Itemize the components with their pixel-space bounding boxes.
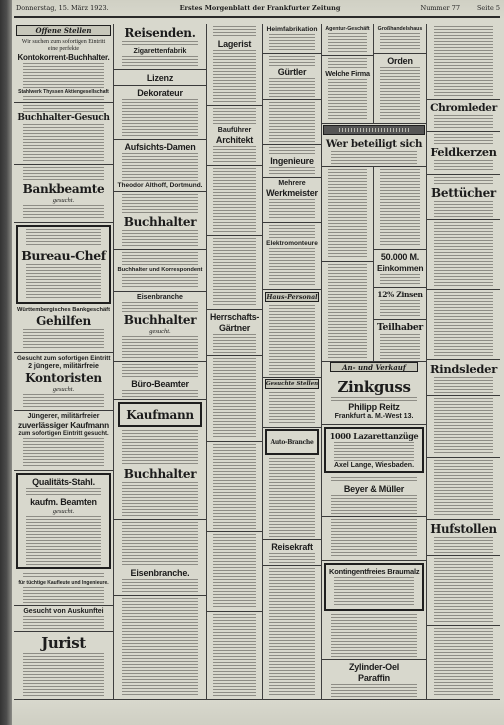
- header-rule: [14, 16, 500, 18]
- ad-headline: Architekt: [215, 135, 254, 145]
- page-number: Seite 5: [476, 4, 500, 12]
- fine-print: [380, 334, 420, 359]
- ad-gehilfen: [14, 305, 113, 353]
- ad-text: Qualitäts-Stahl.: [32, 477, 95, 487]
- ad-headline: Ingenieure: [270, 156, 314, 166]
- fine-print: [23, 653, 105, 697]
- ad-hufstollen: [427, 520, 500, 556]
- fine-print: [331, 151, 417, 164]
- fine-print: [269, 56, 315, 66]
- ad-headline: kaufm. Beamten: [30, 497, 97, 507]
- fine-print: [122, 252, 198, 266]
- ad-bureau-chef: [16, 225, 111, 304]
- ad-classified: [427, 24, 500, 100]
- fine-print: [122, 56, 198, 67]
- ad-headline: Auto-Branche: [270, 438, 314, 446]
- ad-headline: Buchhalter: [123, 313, 197, 327]
- fine-print: [380, 67, 420, 121]
- fine-print: [434, 201, 493, 217]
- fine-print: [213, 146, 256, 163]
- ad-buchhalter: [114, 192, 206, 250]
- section-haus-personal: Haus-Personal: [266, 293, 318, 301]
- ad-classified: [427, 626, 500, 700]
- fine-print: [122, 274, 198, 289]
- ad-headline: Kontingentfreies Braumalz: [329, 567, 420, 576]
- fine-print: [213, 358, 256, 439]
- ad-buchhalter-gesuch: [14, 103, 113, 165]
- ad-agentur-geschaeft: [322, 24, 373, 56]
- ad-lizenz: [114, 70, 206, 86]
- fine-print: [122, 336, 198, 359]
- ad-headline: Buchhalter-Gesuch: [17, 113, 110, 123]
- ad-classified: [207, 612, 262, 700]
- fine-print: [334, 577, 413, 607]
- fine-print: [331, 684, 417, 697]
- fine-print: [269, 225, 315, 239]
- ad-einkommen: [374, 250, 426, 288]
- ad-lazarettanzuege: [324, 427, 424, 473]
- ad-classified: [207, 236, 262, 310]
- fine-print: [26, 264, 101, 300]
- fine-print: [328, 264, 368, 359]
- ad-headline: Zylinder-Oel: [348, 662, 400, 672]
- ad-text: Gesucht zum sofortigen Eintritt: [17, 355, 111, 362]
- newspaper-title: Erstes Morgenblatt der Frankfurter Zeitung: [179, 4, 341, 12]
- fine-print: [23, 394, 105, 408]
- ad-bankbeamte: [14, 165, 113, 223]
- ad-headline: 1000 Lazarettanzüge: [329, 431, 419, 441]
- ad-dekorateur: [114, 86, 206, 140]
- ad-text: zum sofortigen Eintritt gesucht.: [18, 431, 109, 437]
- ad-headline: zuverlässiger Kaufmann: [18, 421, 109, 430]
- ad-headline: Heimfabrikation: [266, 26, 318, 33]
- ad-headline: Eisenbranche.: [130, 568, 190, 578]
- ad-headline: 12% Zinsen: [377, 290, 423, 299]
- fine-print: [23, 616, 105, 629]
- ad-grosshandelshaus: [374, 24, 426, 54]
- fine-print: [122, 99, 198, 137]
- ad-teilhaber: [374, 320, 426, 362]
- fine-print: [23, 124, 105, 162]
- fine-print: [213, 534, 256, 609]
- ad-headline: Buchhalter: [123, 215, 197, 229]
- ad-text: Mehrere: [278, 180, 306, 187]
- ad-headline: Reisekraft: [271, 542, 313, 552]
- fine-print: [331, 397, 417, 401]
- fine-print: [328, 169, 368, 259]
- ad-kaufmann: [14, 411, 113, 471]
- ad-zylinder-oel: [322, 660, 426, 700]
- fine-print: [434, 377, 493, 393]
- ad-headline: Wer beteiligt sich: [325, 138, 423, 150]
- ad-headline: Großhandelshaus: [377, 26, 423, 32]
- ad-classified: [263, 566, 321, 700]
- ad-headline: Kontokorrent-Buchhalter.: [17, 53, 110, 62]
- ad-auto-branche: [265, 429, 319, 455]
- fine-print: [122, 230, 198, 247]
- fine-print: [269, 248, 315, 287]
- fine-print: [122, 430, 198, 466]
- ad-welche-firma: [322, 56, 373, 124]
- ad-classified: [322, 612, 426, 660]
- fine-print: [331, 495, 417, 514]
- fine-print: [23, 96, 105, 100]
- ad-architekt: [207, 106, 262, 166]
- ad-orden: [374, 54, 426, 124]
- fine-print: [213, 26, 256, 38]
- fine-print: [26, 516, 101, 565]
- ad-text: Wir suchen zum sofortigen Eintritt: [21, 39, 106, 45]
- ad-headline: Beyer & Müller: [343, 484, 405, 494]
- fine-print: [269, 305, 315, 375]
- fine-print: [23, 329, 105, 350]
- ad-headline: Einkommen: [377, 263, 424, 273]
- ad-headline: Hufstollen: [430, 522, 497, 536]
- fine-print: [213, 108, 256, 126]
- fine-print: [434, 222, 493, 287]
- ad-text: eine perfekte: [47, 46, 80, 52]
- fine-print: [122, 482, 198, 518]
- ad-classified: [263, 456, 321, 540]
- ad-kontokorrent-buchhalter: [14, 37, 113, 103]
- ad-kontoristen: [14, 353, 113, 411]
- fine-print: [334, 442, 413, 461]
- ad-text: Eisenbranche: [137, 294, 183, 301]
- fine-print: [380, 274, 420, 285]
- fine-print: [434, 26, 493, 97]
- ad-headline: Werkmeister: [266, 188, 318, 198]
- fine-print: [213, 238, 256, 307]
- ad-kaufleute-ingenieure: [14, 571, 113, 606]
- ad-beyer-mueller: [322, 475, 426, 517]
- ad-buero-beamter: [114, 362, 206, 400]
- fine-print: [23, 205, 105, 220]
- ad-advertiser: Axel Lange, Wiesbaden.: [333, 462, 415, 469]
- ad-ingenieure: [263, 145, 321, 178]
- ad-classified: [207, 166, 262, 236]
- ad-feldkerzen: [427, 132, 500, 175]
- ad-headline: Zinkguss: [337, 377, 411, 396]
- fine-print: [122, 153, 198, 181]
- ad-headline: Gürtler: [277, 67, 307, 77]
- ad-headline: Elektromonteure: [266, 240, 318, 247]
- ad-headline: Teilhaber: [377, 322, 423, 333]
- fine-print: [434, 460, 493, 517]
- fine-print: [122, 364, 198, 378]
- section-an-und-verkauf: An- und Verkauf: [330, 362, 418, 372]
- fine-print: [269, 568, 315, 697]
- ad-advertiser: Philipp Reitz: [348, 401, 400, 412]
- ad-headline: Bettücher: [431, 186, 496, 200]
- fine-print: [122, 194, 198, 214]
- issue-number: Nummer 77: [420, 4, 460, 12]
- fine-print: [213, 50, 256, 103]
- ad-wer-beteiligt-sich: [322, 136, 426, 167]
- fine-print: [328, 79, 368, 121]
- ad-auskunftei: [14, 606, 113, 632]
- ad-qualitaets-stahl: [16, 473, 111, 569]
- ad-classified: [427, 220, 500, 290]
- fine-print: [328, 58, 368, 68]
- fine-print: [23, 438, 105, 468]
- fine-print: [269, 102, 315, 142]
- fine-print: [380, 169, 420, 247]
- fine-print: [269, 78, 315, 97]
- fine-print: [122, 41, 198, 47]
- ad-headline: Bankbeamte: [22, 182, 105, 196]
- fine-print: [269, 458, 315, 537]
- ad-text: gesucht.: [52, 386, 75, 393]
- ad-headline: Buchhalter und Korrespondent: [117, 267, 203, 273]
- ad-headline: Orden: [387, 56, 413, 66]
- fine-print: [269, 147, 315, 155]
- ad-advertiser: Theodor Althoff, Dortmund.: [117, 182, 203, 189]
- ad-heimfabrikation: [263, 24, 321, 54]
- ad-headline: für tüchtige Kaufleute und Ingenieure.: [18, 580, 109, 586]
- ad-headline: Dekorateur: [137, 88, 183, 98]
- fine-print: [331, 477, 417, 483]
- ad-headline: Feldkerzen: [430, 145, 497, 159]
- fine-print: [434, 558, 493, 623]
- ad-headline: Gesucht von Auskunftei: [23, 608, 104, 615]
- fine-print: [434, 115, 493, 129]
- ad-buchhalter-korrespondent: [114, 250, 206, 292]
- ad-classified: [322, 262, 373, 362]
- fine-print: [213, 444, 256, 529]
- fine-print: [328, 33, 368, 53]
- fine-print: [269, 167, 315, 175]
- fine-print: [23, 63, 105, 88]
- ad-elektromonteure: [263, 223, 321, 290]
- ad-classified: [427, 396, 500, 458]
- ad-zinkguss: [322, 373, 426, 425]
- ad-text: Jüngerer, militärfreier: [27, 413, 100, 420]
- fine-print: [434, 628, 493, 697]
- ad-text: Württembergisches Bankgeschäft: [17, 307, 110, 313]
- fine-print: [269, 553, 315, 563]
- ad-classified: [427, 458, 500, 520]
- ad-headline: Gehilfen: [36, 314, 91, 328]
- fine-print: [213, 334, 256, 353]
- ad-text: 50.000 M.: [380, 252, 420, 262]
- fine-print: [331, 614, 417, 657]
- ad-rindsleder: [427, 360, 500, 396]
- fine-print: [26, 488, 101, 496]
- fine-print: [269, 392, 315, 425]
- ad-headline: Lagerist: [217, 39, 252, 49]
- ad-reisekraft: [263, 540, 321, 566]
- ad-headline: Kaufmann: [126, 407, 194, 422]
- fine-print: [23, 573, 105, 579]
- ad-braumalz: [324, 563, 424, 611]
- ad-headline: Buchhalter: [123, 466, 197, 481]
- ad-classified: [207, 532, 262, 612]
- ad-headline: Reisenden.: [124, 26, 196, 40]
- ad-herrschafts-gaertner: [207, 310, 262, 356]
- fine-print: [213, 614, 256, 697]
- ad-text: Bauführer: [217, 127, 252, 134]
- ad-classified: [263, 390, 321, 428]
- ad-classified: [263, 303, 321, 378]
- ad-headline: Herrschafts-: [210, 312, 260, 322]
- fine-print: [122, 522, 198, 567]
- ad-headline: Paraffin: [358, 673, 390, 683]
- fine-print: [122, 390, 198, 397]
- ad-guertler: [263, 54, 321, 100]
- section-banner: [323, 125, 425, 135]
- fine-print: [380, 300, 420, 317]
- ad-headline: Lizenz: [146, 72, 174, 83]
- fine-print: [339, 128, 409, 132]
- ad-buchhalter-eisenbranche: [114, 292, 206, 362]
- ad-classified: [114, 596, 206, 700]
- fine-print: [122, 302, 198, 312]
- fine-print: [23, 587, 105, 603]
- ad-classified: [322, 517, 426, 561]
- ad-headline: Bureau-Chef: [21, 248, 106, 263]
- ad-reisenden: [114, 24, 206, 70]
- section-offene-stellen: Offene Stellen: [16, 25, 111, 36]
- ad-headline: Aufsichts-Damen: [124, 142, 196, 152]
- ad-headline: Rindsleder: [430, 362, 497, 376]
- ad-classified: [207, 442, 262, 532]
- fine-print: [122, 579, 198, 593]
- section-gesuchte-stellen: Gesuchte Stellen: [265, 381, 319, 387]
- ad-kaufmann-col2: [118, 402, 202, 427]
- ad-lagerist: [207, 24, 262, 106]
- ad-headline: Gärtner: [218, 323, 251, 333]
- ad-address: Frankfurt a. M.-West 13.: [334, 412, 414, 420]
- fine-print: [331, 519, 417, 558]
- ad-classified: [374, 167, 426, 250]
- fine-print: [380, 33, 420, 51]
- ad-buchhalter-2: [114, 428, 206, 520]
- fine-print: [434, 160, 493, 172]
- issue-date: Donnerstag, 15. März 1923.: [16, 4, 109, 12]
- fine-print: [122, 598, 198, 697]
- ad-classified: [427, 290, 500, 360]
- ad-eisenbranche: [114, 520, 206, 596]
- fine-print: [26, 229, 101, 247]
- ad-text: gesucht.: [52, 508, 75, 515]
- fine-print: [434, 177, 493, 185]
- ad-headline: Jurist: [41, 634, 86, 652]
- ad-text: gesucht.: [52, 197, 75, 204]
- fine-print: [23, 167, 105, 181]
- column-rule: [321, 24, 322, 700]
- ad-advertiser: Stahlwerk Thyssen Aktiengesellschaft: [18, 89, 109, 95]
- ad-zinsen: [374, 288, 426, 320]
- fine-print: [434, 398, 493, 455]
- ad-jurist: [14, 632, 113, 700]
- ad-text: Zigarettenfabrik: [133, 48, 187, 55]
- fine-print: [434, 134, 493, 144]
- ad-classified: [322, 167, 373, 262]
- fine-print: [434, 537, 493, 553]
- ad-headline: Chromleder: [430, 102, 497, 114]
- ad-text: gesucht.: [149, 328, 171, 335]
- ad-headline: Agentur-Geschäft: [325, 26, 370, 32]
- ad-bettuecher: [427, 175, 500, 220]
- fine-print: [269, 199, 315, 220]
- fine-print: [434, 292, 493, 357]
- ad-headline: Büro-Beamter: [131, 379, 189, 389]
- ad-headline: Welche Firma: [325, 69, 370, 78]
- ad-werkmeister: [263, 178, 321, 223]
- ad-text: 2 jüngere, militärfreie: [28, 363, 99, 370]
- fine-print: [23, 105, 105, 112]
- scan-edge: [0, 0, 12, 725]
- ad-classified: [207, 356, 262, 442]
- fine-print: [269, 34, 315, 51]
- ad-aufsichts-damen: [114, 140, 206, 192]
- ad-classified: [263, 100, 321, 145]
- ad-classified: [427, 556, 500, 626]
- ad-headline: Kontoristen: [25, 371, 102, 385]
- fine-print: [213, 168, 256, 233]
- ad-chromleder: [427, 100, 500, 132]
